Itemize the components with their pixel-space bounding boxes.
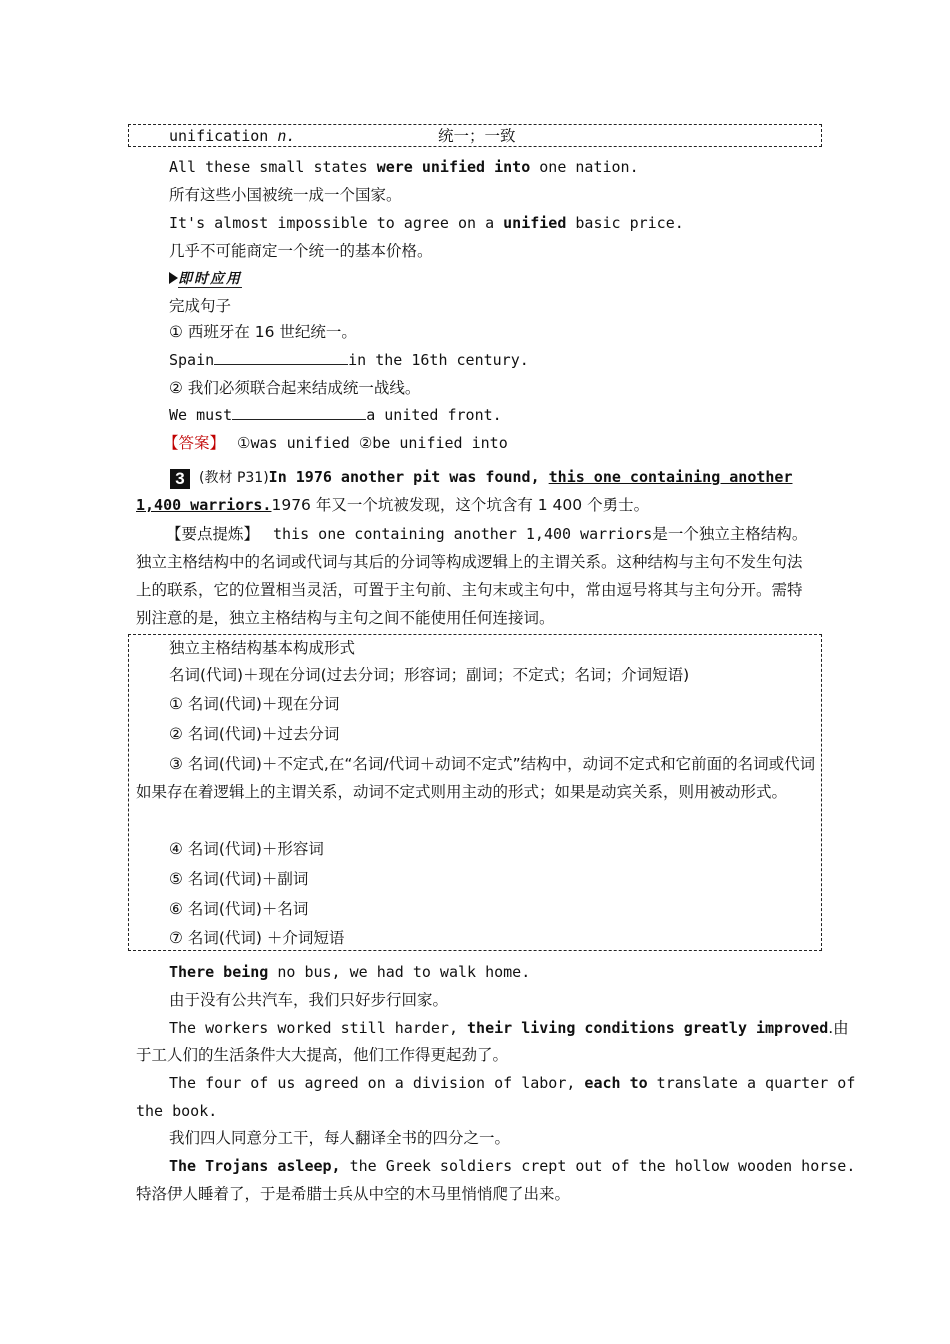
question-2-en <box>169 405 502 425</box>
example-text: .由 <box>828 1019 849 1037</box>
example-text: It's almost impossible to agree on a <box>169 214 504 232</box>
example-sentence <box>169 213 684 233</box>
example-text: no bus, we had to walk home. <box>268 963 531 981</box>
item-source: (教材 P31) <box>199 470 269 486</box>
practice-title: 完成句子 <box>169 297 232 315</box>
question-1-en <box>169 350 529 370</box>
box-form-3-text: ③ 名词(代词)＋不定式,在“名词/代词＋动词不定式”结构中，动词不定式和它前面的名词或代词如果存在着逻辑上的主谓关系，动词不定式则用主动的形式；如果是动宾关系，则用被动形式。 <box>136 755 816 801</box>
answer-label: 【答案】 <box>163 434 226 452</box>
key-text: 是一个独立主格结构。 <box>652 525 808 543</box>
example-text: translate a quarter of <box>647 1074 856 1092</box>
key-text: 独立主格结构中的名词或代词与其后的分词等构成逻辑上的主谓关系。这种结构与主句不发生句法上的联系，它的位置相当灵活，可置于主句前、主句末或主句中，常由逗号将其与主句分开。需特别注意的是，独立主格结构与主句之间不能使用任何连接词。 <box>136 553 803 627</box>
box-form-2: ② 名词(代词)＋过去分词 <box>169 725 340 743</box>
practice-tag: 即时应用 <box>178 271 242 287</box>
box-form-4: ④ 名词(代词)＋形容词 <box>169 840 324 858</box>
example-translation: 所有这些小国被统一成一个国家。 <box>169 186 402 204</box>
example-translation: 几乎不可能商定一个统一的基本价格。 <box>169 242 433 260</box>
question-text: We must <box>169 406 233 424</box>
item-translation: 1976 年又一个坑被发现，这个坑含有 1 400 个勇士。 <box>271 496 650 514</box>
answer-line <box>163 433 508 453</box>
example-translation: 特洛伊人睡着了，于是希腊士兵从中空的木马里悄悄爬了出来。 <box>136 1185 571 1203</box>
question-text: in the 16th century. <box>348 351 529 369</box>
box-form-1: ① 名词(代词)＋现在分词 <box>169 695 340 713</box>
example-translation: 由于没有公共汽车，我们只好步行回家。 <box>169 991 449 1009</box>
item-sentence-underlined: 1,400 warriors. <box>136 496 272 514</box>
example-text: The workers worked still harder, <box>169 1019 468 1037</box>
example-sentence-cont: the book. <box>136 1102 218 1120</box>
example-bold: were unified into <box>376 158 531 176</box>
example-bold: There being <box>169 963 269 981</box>
example-sentence <box>169 962 530 982</box>
box-form-6: ⑥ 名词(代词)＋名词 <box>169 900 309 918</box>
example-text: the Greek soldiers crept out of the hollow wooden horse. <box>340 1157 856 1175</box>
key-label: 【要点提炼】 <box>166 525 260 543</box>
item-sentence-underlined: this one containing another <box>548 468 793 486</box>
box-formula: 名词(代词)＋现在分词(过去分词；形容词；副词；不定式；名词；介词短语) <box>169 666 690 684</box>
answer-blank[interactable] <box>232 405 366 420</box>
example-bold: their living conditions greatly improved <box>467 1019 829 1037</box>
example-sentence <box>169 1156 855 1176</box>
vocab-word: unification <box>169 127 269 145</box>
play-triangle-icon <box>169 272 178 284</box>
vocab-meaning: 统一；一致 <box>438 127 516 145</box>
answer-blank[interactable] <box>214 350 348 365</box>
box-title: 独立主格结构基本构成形式 <box>169 639 356 657</box>
item-sentence-text: In 1976 another pit was found, <box>268 468 549 486</box>
example-text: All these small states <box>169 158 377 176</box>
question-text: Spain <box>169 351 215 369</box>
item-number-badge: 3 <box>170 469 190 489</box>
question-1-zh: ① 西班牙在 16 世纪统一。 <box>169 323 357 341</box>
example-sentence <box>169 157 639 177</box>
example-translation: 我们四人同意分工干，每人翻译全书的四分之一。 <box>169 1129 511 1147</box>
box-form-3 <box>136 750 816 806</box>
example-text: basic price. <box>566 214 684 232</box>
example-sentence <box>169 1018 849 1038</box>
example-sentence <box>169 1073 855 1093</box>
key-phrase: this one containing another 1,400 warriors <box>273 525 653 543</box>
box-form-7: ⑦ 名词(代词) ＋介词短语 <box>169 929 345 947</box>
example-bold: unified <box>503 214 567 232</box>
practice-heading <box>169 268 242 289</box>
question-2-zh: ② 我们必须联合起来结成统一战线。 <box>169 379 421 397</box>
example-bold: each to <box>584 1074 648 1092</box>
question-text: a united front. <box>366 406 502 424</box>
example-bold: The Trojans asleep, <box>169 1157 341 1175</box>
vocab-pos: n. <box>277 127 296 145</box>
answer-text: ①was unified ②be unified into <box>237 434 508 452</box>
box-form-5: ⑤ 名词(代词)＋副词 <box>169 870 309 888</box>
example-text: The four of us agreed on a division of labor, <box>169 1074 585 1092</box>
example-text: one nation. <box>530 158 639 176</box>
example-translation: 于工人们的生活条件大大提高，他们工作得更起劲了。 <box>136 1046 509 1064</box>
item3-sentence <box>170 467 792 489</box>
item3-sentence-cont <box>136 495 649 515</box>
vocab-entry <box>169 126 295 146</box>
key-points <box>136 520 816 632</box>
